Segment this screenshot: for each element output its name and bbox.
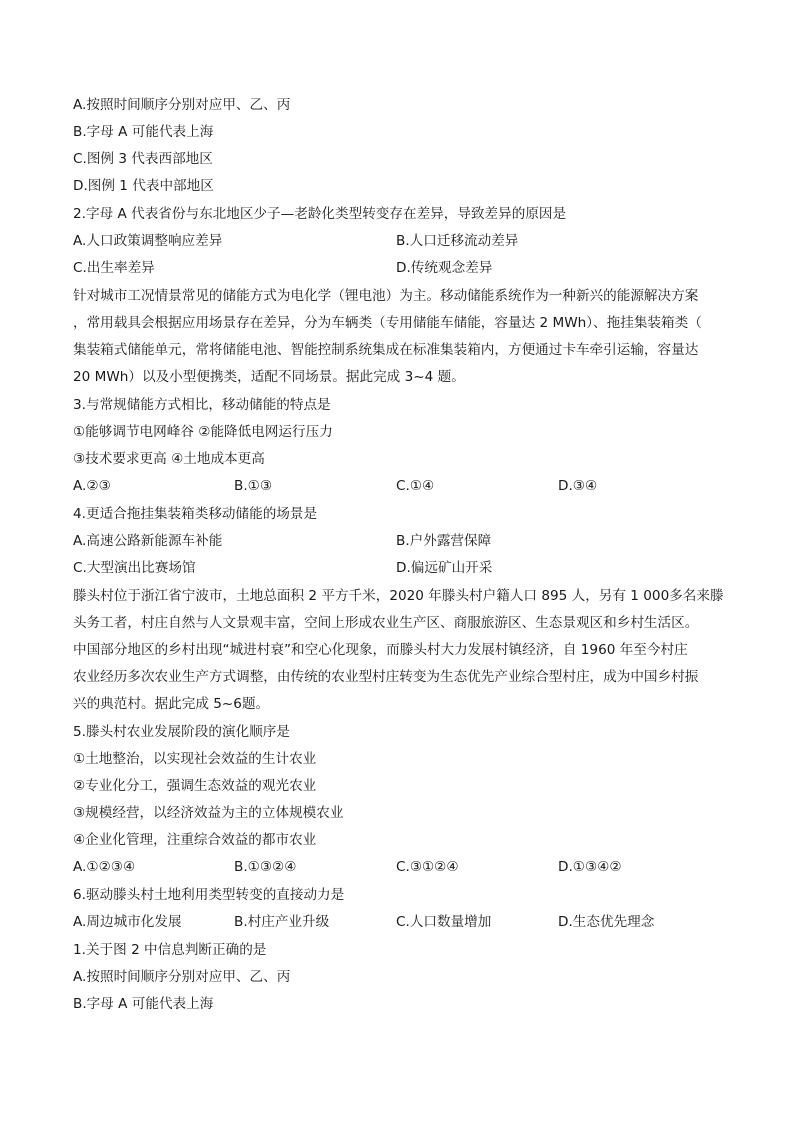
option-a: A.按照时间顺序分别对应甲、乙、丙	[73, 97, 291, 113]
q4-option-b: B.户外露营保障	[396, 533, 492, 549]
q5-item: ①土地整治，以实现社会效益的生计农业	[73, 751, 317, 767]
q2-option-b: B.人口迁移流动差异	[396, 233, 519, 249]
passage-2-line: 滕头村位于浙江省宁波市，土地总面积 2 平方千米，2020 年滕头村户籍人口 895 人，另有 1 000多名来滕	[73, 588, 724, 604]
q6-option-a: A.周边城市化发展	[73, 914, 182, 930]
q5-option-d: D.①③④②	[558, 859, 622, 875]
passage-1-line: ，常用载具会根据应用场景存在差异，分为车辆类（专用储能车储能，容量达 2 MWh）、拖挂集装箱类（	[73, 315, 702, 331]
q3-item: ③技术要求更高 ④土地成本更高	[73, 451, 265, 467]
option-d: D.图例 1 代表中部地区	[73, 178, 214, 194]
q5-item: ③规模经营，以经济效益为主的立体规模农业	[73, 805, 344, 821]
question-4-stem: 4.更适合拖挂集装箱类移动储能的场景是	[73, 506, 318, 522]
passage-1-line: 针对城市工况情景常见的储能方式为电化学（锂电池）为主。移动储能系统作为一种新兴的能源解决方案	[73, 288, 699, 304]
q5-item: ②专业化分工，强调生态效益的观光农业	[73, 778, 317, 794]
q4-option-a: A.高速公路新能源车补能	[73, 533, 223, 549]
option-b: B.字母 A 可能代表上海	[73, 124, 214, 140]
q4-option-c: C.大型演出比赛场馆	[73, 560, 196, 576]
q2-option-c: C.出生率差异	[73, 260, 155, 276]
q3-option-b: B.①③	[234, 478, 273, 494]
question-5-stem: 5.滕头村农业发展阶段的演化顺序是	[73, 724, 290, 740]
option-c: C.图例 3 代表西部地区	[73, 151, 213, 167]
q5-item: ④企业化管理，注重综合效益的都市农业	[73, 832, 317, 848]
q3-option-c: C.①④	[396, 478, 435, 494]
q2-option-a: A.人口政策调整响应差异	[73, 233, 223, 249]
passage-1-line: 集装箱式储能单元，常将储能电池、智能控制系统集成在标准集装箱内，方便通过卡车牵引运输，容量达	[73, 342, 699, 358]
q2-option-d: D.传统观念差异	[396, 260, 493, 276]
question-6-stem: 6.驱动滕头村土地利用类型转变的直接动力是	[73, 887, 345, 903]
passage-1-line: 20 MWh）以及小型便携类，适配不同场景。据此完成 3~4 题。	[73, 369, 465, 385]
q1-option-a: A.按照时间顺序分别对应甲、乙、丙	[73, 969, 291, 985]
passage-2-line: 中国部分地区的乡村出现“城进村衰”和空心化现象，而滕头村大力发展村镇经济，自 1960 年至今村庄	[73, 642, 688, 658]
q5-option-a: A.①②③④	[73, 859, 136, 875]
passage-2-line: 头务工者，村庄自然与人文景观丰富，空间上形成农业生产区、商服旅游区、生态景观区和乡村生活区。	[73, 615, 699, 631]
q3-option-d: D.③④	[558, 478, 598, 494]
passage-2-line: 农业经历多次农业生产方式调整，由传统的农业型村庄转变为生态优先产业综合型村庄，成为中国乡村振	[73, 669, 699, 685]
question-1-stem: 1.关于图 2 中信息判断正确的是	[73, 942, 267, 958]
question-2-stem: 2.字母 A 代表省份与东北地区少子—老龄化类型转变存在差异，导致差异的原因是	[73, 206, 567, 222]
question-3-stem: 3.与常规储能方式相比，移动储能的特点是	[73, 397, 331, 413]
q6-option-b: B.村庄产业升级	[234, 914, 330, 930]
q6-option-d: D.生态优先理念	[558, 914, 655, 930]
q1-option-b: B.字母 A 可能代表上海	[73, 996, 214, 1012]
q3-item: ①能够调节电网峰谷 ②能降低电网运行压力	[73, 424, 333, 440]
q5-option-b: B.①③②④	[234, 859, 297, 875]
q6-option-c: C.人口数量增加	[396, 914, 492, 930]
q3-option-a: A.②③	[73, 478, 111, 494]
q4-option-d: D.偏远矿山开采	[396, 560, 493, 576]
q5-option-c: C.③①②④	[396, 859, 459, 875]
passage-2-line: 兴的典范村。据此完成 5~6题。	[73, 696, 270, 712]
